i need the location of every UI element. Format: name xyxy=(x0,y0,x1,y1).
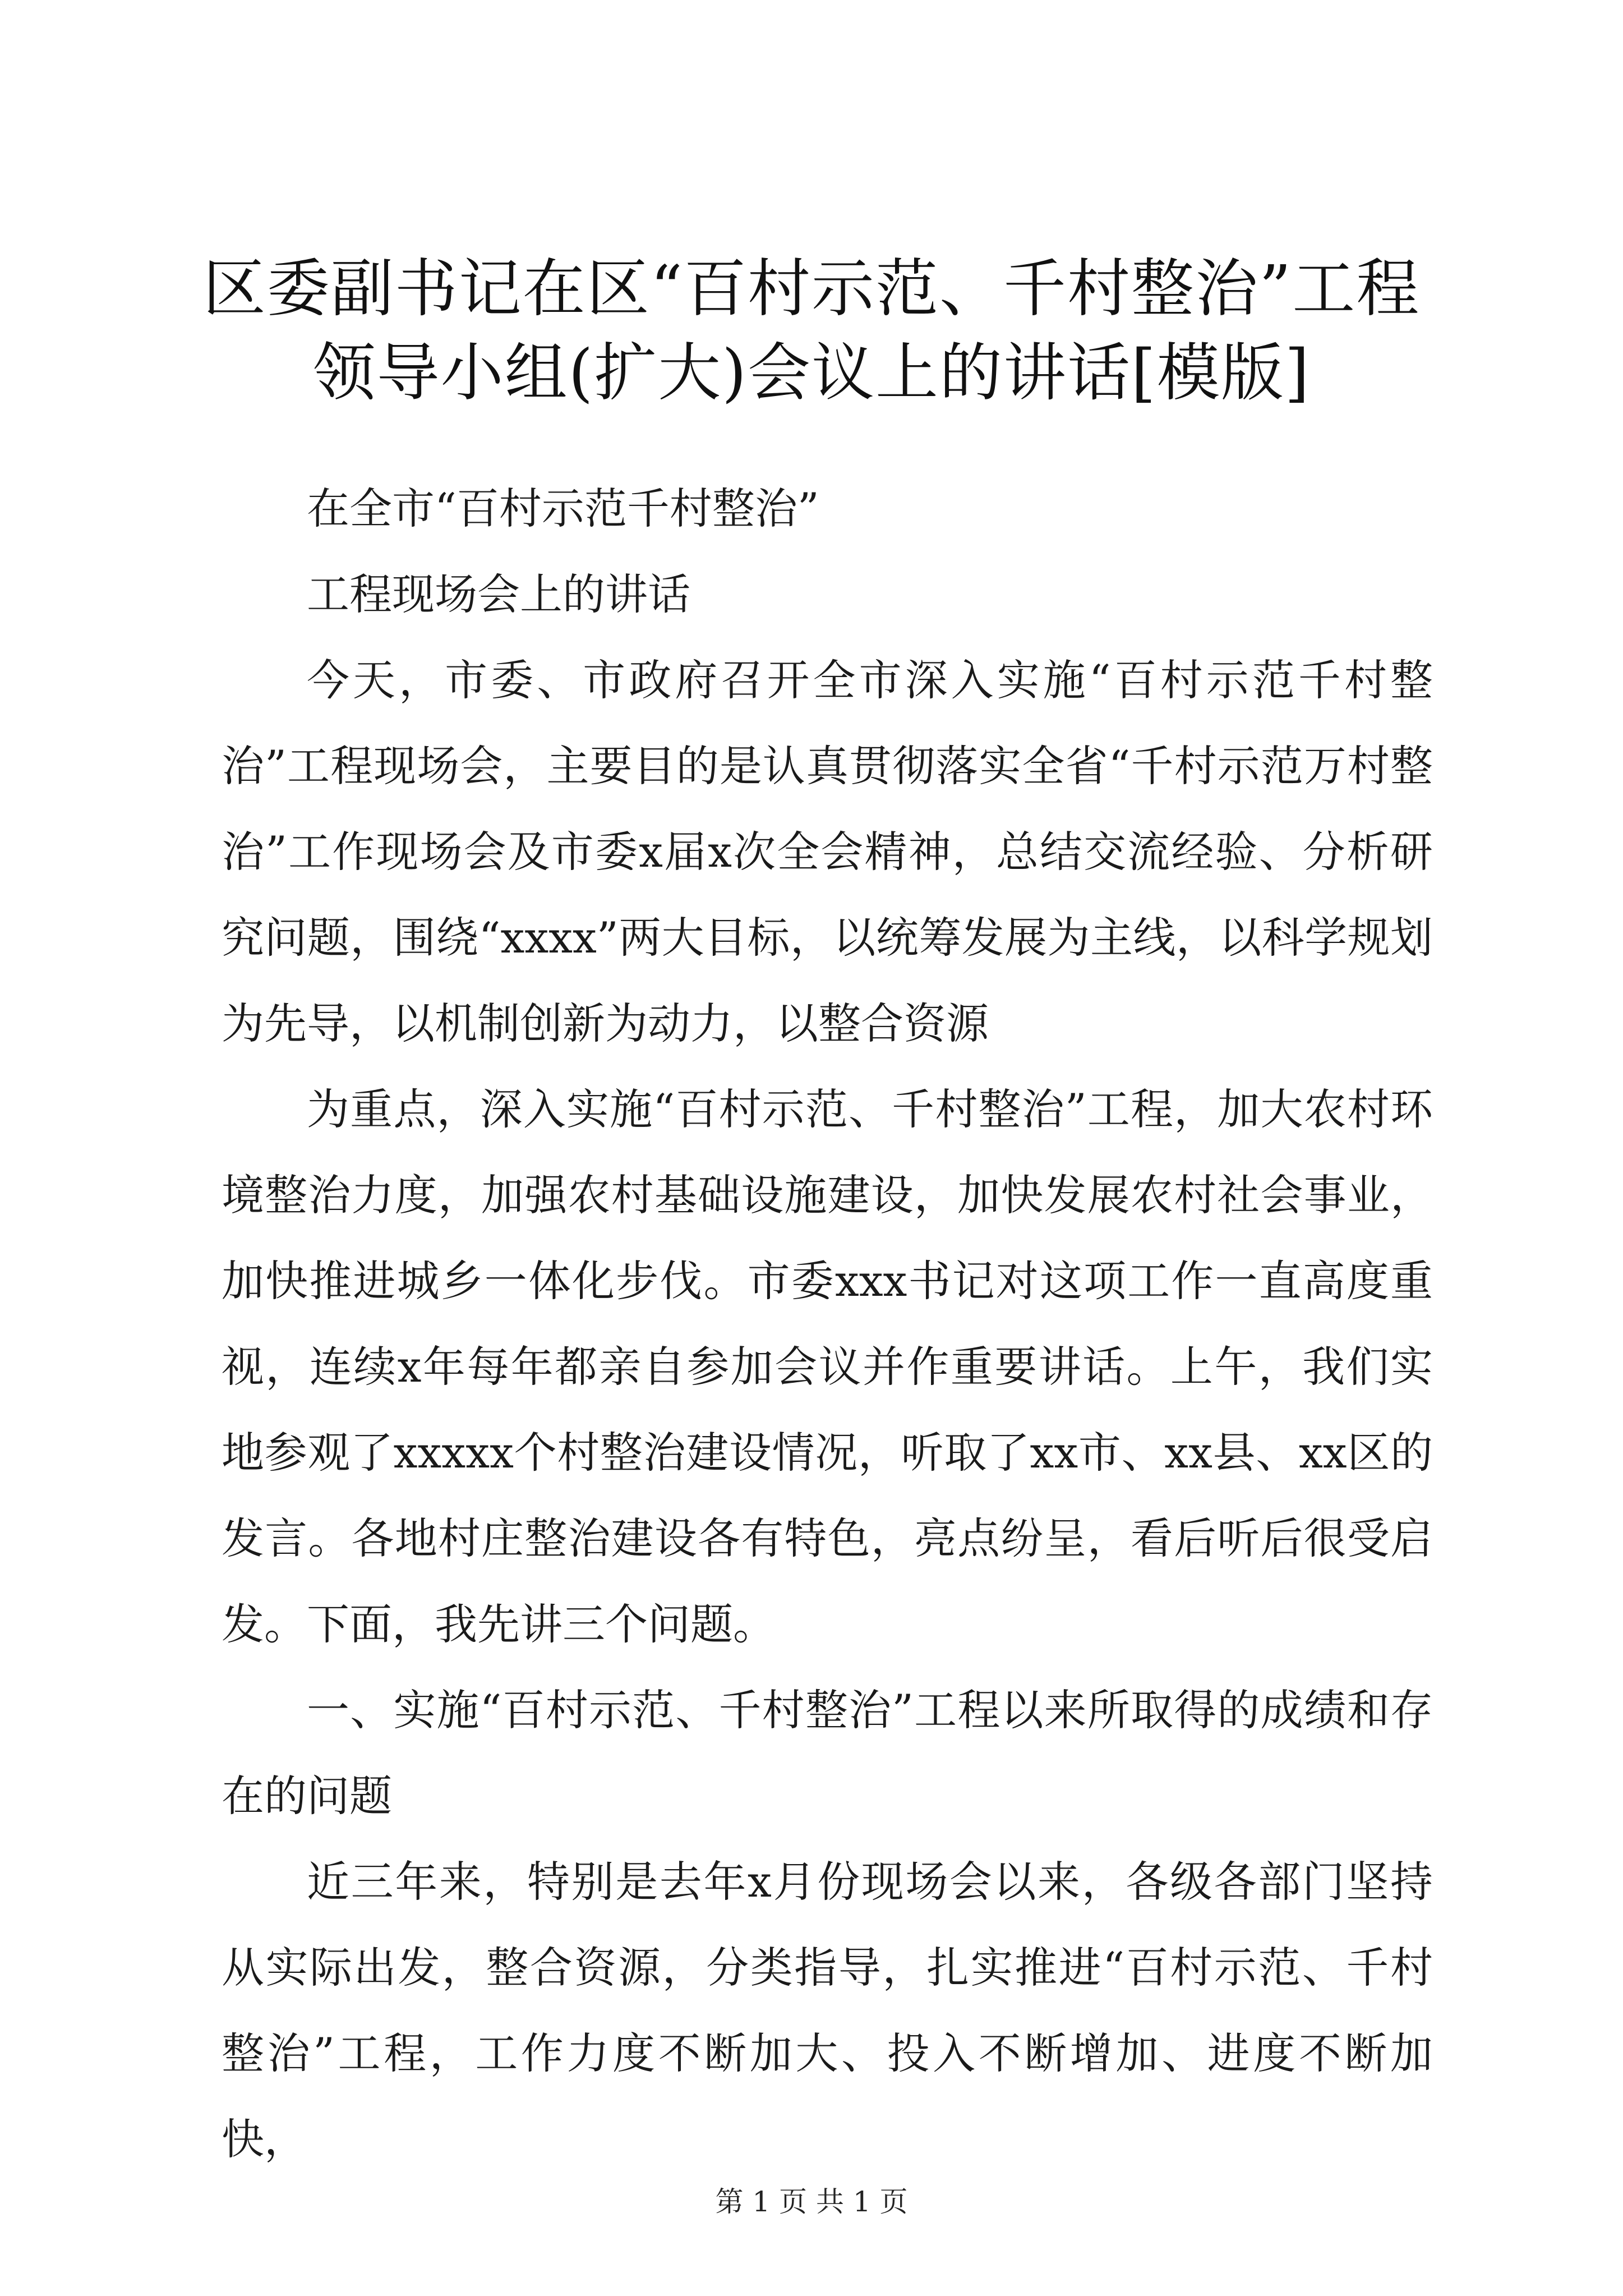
paragraph-2: 为重点，深入实施“百村示范、千村整治”工程，加大农村环境整治力度，加强农村基础设施建设，加快发展农村社会事业，加快推进城乡一体化步伐。市委xxx书记对这项工作一直高度重视，连续x年每年都亲自参加会议并作重要讲话。上午，我们实地参观了xxxxx个村整治建设情况，听取了xx市、xx县、xx区的发言。各地村庄整治建设各有特色，亮点纷呈，看后听后很受启发。下面，我先讲三个问题。 xyxy=(222,1084,1433,1649)
document-title xyxy=(168,247,1455,415)
document-body xyxy=(222,466,1433,2182)
paragraph-3: 近三年来，特别是去年x月份现场会以来，各级各部门坚持从实际出发，整合资源，分类指导，扎实推进“百村示范、千村整治”工程，工作力度不断加大、投入不断增加、进度不断加快， xyxy=(222,1857,1433,2164)
title-line-2: 领导小组(扩大)会议上的讲话[模版] xyxy=(312,337,1311,409)
page-footer: 第 1 页 共 1 页 xyxy=(715,2185,908,2218)
section-heading-1: 一、实施“百村示范、千村整治”工程以来所取得的成绩和存在的问题 xyxy=(222,1685,1433,1821)
title-line-1: 区委副书记在区“百村示范、千村整治”工程 xyxy=(202,252,1421,325)
paragraph-subtitle-2: 工程现场会上的讲话 xyxy=(307,569,690,619)
paragraph-subtitle-1: 在全市“百村示范千村整治” xyxy=(307,484,819,533)
paragraph-1: 今天，市委、市政府召开全市深入实施“百村示范千村整治”工程现场会，主要目的是认真贯彻落实全省“千村示范万村整治”工作现场会及市委x届x次全会精神，总结交流经验、分析研究问题，围绕“xxxx”两大目标，以统筹发展为主线，以科学规划为先导，以机制创新为动力，以整合资源 xyxy=(222,655,1433,1048)
